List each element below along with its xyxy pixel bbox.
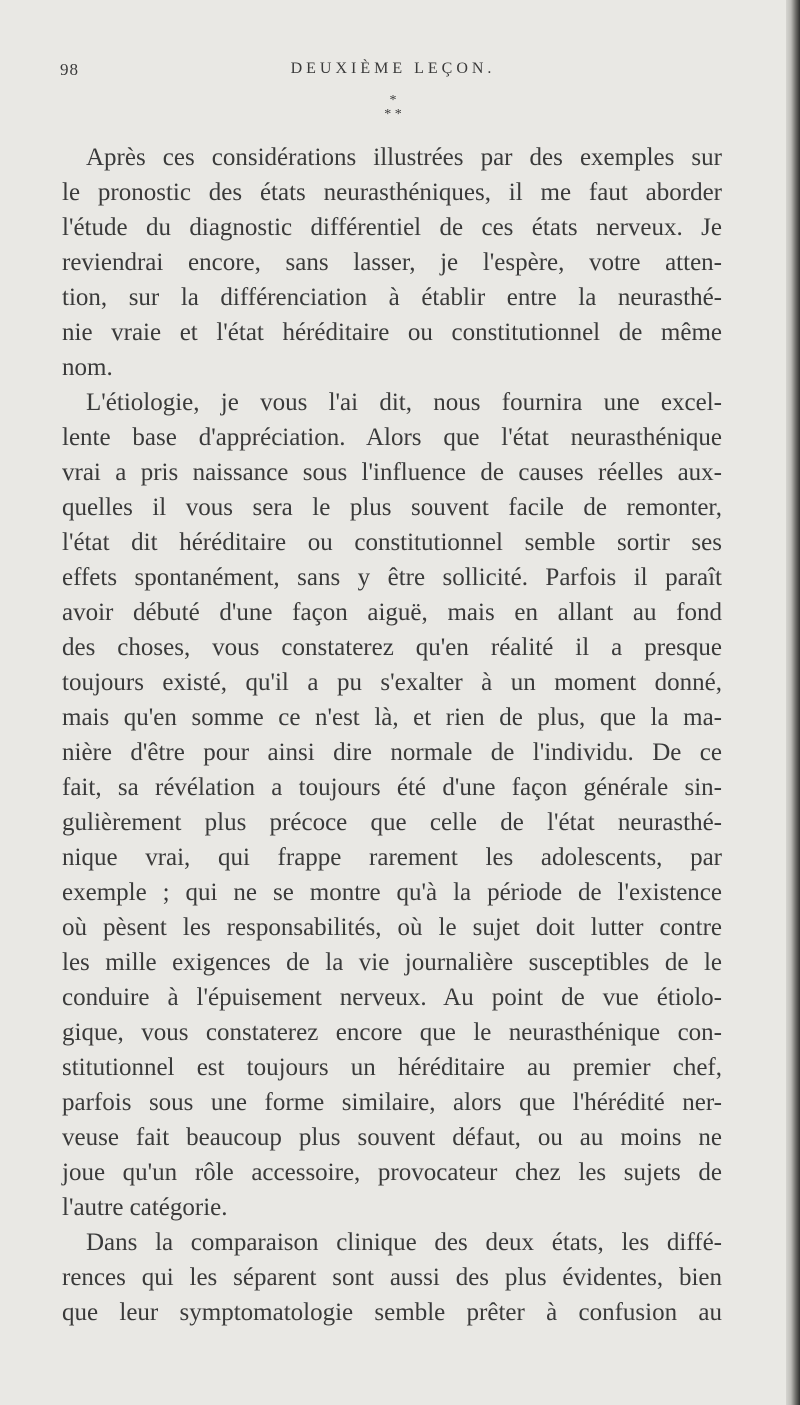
text-line: nie vraie et l'état héréditaire ou constitutionnel de même — [62, 319, 722, 346]
text-line: que leur symptomatologie semble prêter à confusion au — [62, 1299, 722, 1326]
text-line: le pronostic des états neurasthéniques, il me faut aborder — [62, 179, 722, 206]
text-line: mais qu'en somme ce n'est là, et rien de plus, que la ma- — [62, 704, 722, 731]
text-line: Dans la comparaison clinique des deux états, les diffé- — [86, 1229, 722, 1256]
text-line: toujours existé, qu'il a pu s'exalter à un moment donné, — [62, 669, 722, 696]
text-line: nière d'être pour ainsi dire normale de l'individu. De ce — [62, 739, 722, 766]
text-line: gulièrement plus précoce que celle de l'état neurasthé- — [62, 809, 722, 836]
page-number: 98 — [60, 60, 79, 79]
text-line: reviendrai encore, sans lasser, je l'espère, votre atten- — [62, 249, 722, 276]
text-line: quelles il vous sera le plus souvent facile de remonter, — [62, 494, 722, 521]
text-line: l'état dit héréditaire ou constitutionnel semble sortir ses — [62, 529, 722, 556]
text-line: l'étude du diagnostic différentiel de ces états nerveux. Je — [62, 214, 722, 241]
text-line: L'étiologie, je vous l'ai dit, nous fournira une excel- — [86, 389, 722, 416]
text-line: tion, sur la différenciation à établir entre la neurasthé- — [62, 284, 722, 311]
asterism-top: * — [389, 93, 397, 108]
text-line: avoir débuté d'une façon aiguë, mais en allant au fond — [62, 599, 722, 626]
page-header — [0, 50, 786, 84]
text-line: nom. — [62, 354, 113, 381]
text-line: parfois sous une forme similaire, alors que l'hérédité ner- — [62, 1089, 722, 1116]
text-line: les mille exigences de la vie journalière susceptibles de le — [62, 949, 722, 976]
book-spine-edge — [786, 0, 800, 1405]
asterism-bottom: * * — [384, 107, 402, 122]
text-line: l'autre catégorie. — [62, 1194, 228, 1221]
text-line: rences qui les séparent sont aussi des plus évidentes, bien — [62, 1264, 722, 1291]
text-line: effets spontanément, sans y être sollicité. Parfois il paraît — [62, 564, 722, 591]
text-line: nique vrai, qui frappe rarement les adolescents, par — [62, 844, 722, 871]
text-line: où pèsent les responsabilités, où le sujet doit lutter contre — [62, 914, 722, 941]
asterism — [0, 94, 786, 138]
body-text — [62, 140, 722, 1330]
text-line: des choses, vous constaterez qu'en réalité il a presque — [62, 634, 722, 661]
text-line: Après ces considérations illustrées par des exemples sur — [86, 144, 722, 171]
text-line: fait, sa révélation a toujours été d'une façon générale sin- — [62, 774, 722, 801]
text-line: stitutionnel est toujours un héréditaire au premier chef, — [62, 1054, 722, 1081]
text-line: exemple ; qui ne se montre qu'à la période de l'existence — [62, 879, 722, 906]
text-line: lente base d'appréciation. Alors que l'état neurasthénique — [62, 424, 722, 451]
text-line: joue qu'un rôle accessoire, provocateur chez les sujets de — [62, 1159, 722, 1186]
running-title: DEUXIÈME LEÇON. — [290, 60, 496, 77]
text-line: veuse fait beaucoup plus souvent défaut, ou au moins ne — [62, 1124, 722, 1151]
text-line: vrai a pris naissance sous l'influence de causes réelles aux- — [62, 459, 722, 486]
text-line: conduire à l'épuisement nerveux. Au point de vue étiolo- — [62, 984, 722, 1011]
text-line: gique, vous constaterez encore que le neurasthénique con- — [62, 1019, 722, 1046]
